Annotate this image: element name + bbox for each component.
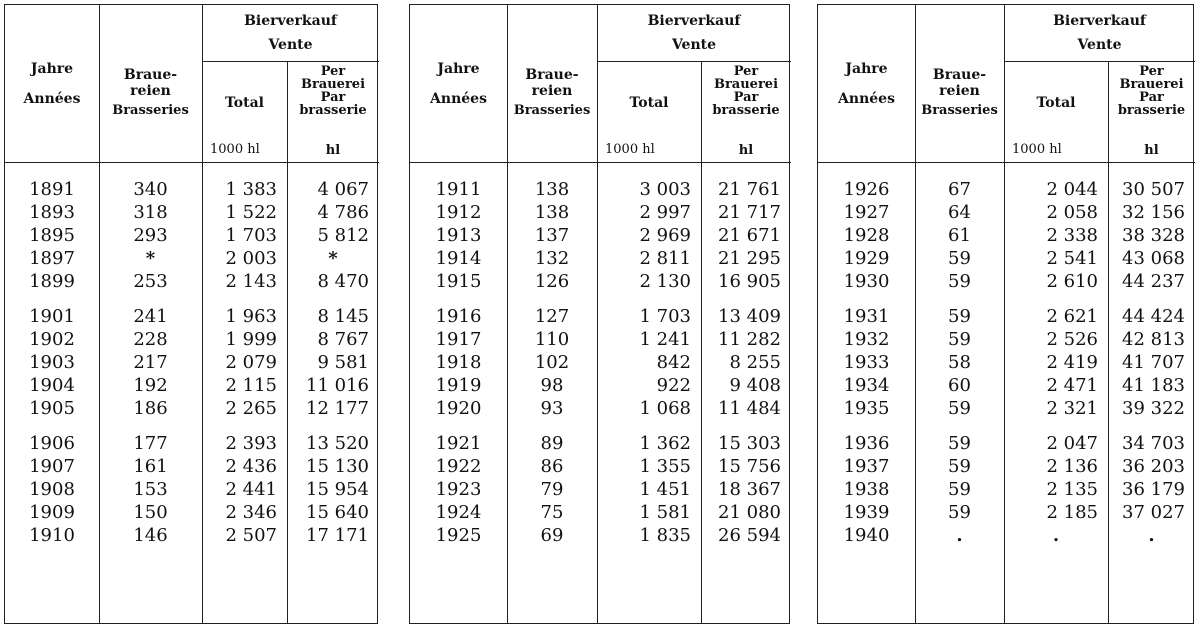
per-brewery-cell: 8 255	[729, 351, 781, 373]
year-cell: 1912	[435, 201, 482, 223]
breweries-cell: 59	[948, 433, 971, 454]
year-cell: 1937	[843, 455, 890, 477]
header-year-de: Jahre	[437, 61, 480, 77]
breweries-cell: 150	[133, 501, 168, 523]
breweries-cell: 138	[534, 179, 570, 200]
total-cell: 1 522	[225, 201, 277, 223]
year-cell: 1924	[435, 501, 482, 523]
per-brewery-cell: 32 156	[1122, 201, 1185, 223]
per-brewery-cell: 36 203	[1122, 455, 1185, 477]
header-breweries-fr: Brasseries	[112, 103, 189, 118]
breweries-cell: 59	[948, 455, 971, 477]
breweries-cell: 59	[948, 328, 971, 350]
header-per-brewery-unit: hl	[325, 143, 341, 158]
total-cell: 2 321	[1046, 397, 1098, 419]
header-total-unit: 1000 hl	[210, 142, 260, 157]
per-brewery-cell: 30 507	[1122, 179, 1185, 200]
per-brewery-cell: 38 328	[1122, 224, 1185, 246]
year-cell: 1905	[29, 397, 75, 419]
year-cell: 1907	[29, 455, 75, 477]
year-cell: 1922	[435, 455, 482, 477]
per-brewery-cell: 21 295	[718, 247, 781, 269]
total-cell: 2 346	[225, 501, 277, 523]
per-brewery-cell: 12 177	[306, 397, 369, 419]
per-brewery-cell: 13 520	[306, 433, 369, 454]
per-brewery-cell: 16 905	[718, 270, 781, 292]
per-brewery-cell: 4 067	[317, 179, 369, 200]
year-cell: 1928	[843, 224, 890, 246]
total-cell: 1 362	[639, 433, 691, 454]
header-rule-bottom	[818, 162, 1195, 163]
breweries-cell: 217	[133, 351, 168, 373]
year-cell: 1904	[29, 374, 75, 396]
header-year-de: Jahre	[845, 61, 888, 77]
per-brewery-cell: 21 671	[718, 224, 781, 246]
header-per-brewery: Per Brauerei Par brasserie	[712, 64, 780, 118]
breweries-cell: 110	[534, 328, 570, 350]
year-cell: 1930	[843, 270, 890, 292]
total-cell: .	[1052, 524, 1060, 546]
year-cell: 1938	[843, 478, 890, 500]
per-brewery-cell: 11 282	[718, 328, 781, 350]
total-cell: 2 621	[1046, 306, 1098, 327]
total-cell: 2 003	[225, 247, 277, 269]
total-cell: 2 997	[639, 201, 691, 223]
year-cell: 1895	[29, 224, 75, 246]
breweries-cell: 98	[540, 374, 564, 396]
total-cell: 2 130	[639, 270, 691, 292]
header-year-fr: Années	[23, 91, 81, 107]
breweries-cell: 60	[948, 374, 971, 396]
total-cell: 2 441	[225, 478, 277, 500]
year-cell: 1931	[843, 306, 890, 327]
per-brewery-cell: 15 303	[718, 433, 781, 454]
total-cell: 1 383	[225, 179, 277, 200]
header-year-fr: Années	[430, 91, 487, 107]
header-rule-sales	[1004, 61, 1195, 62]
year-cell: 1932	[843, 328, 890, 350]
total-cell: 1 241	[639, 328, 691, 350]
year-cell: 1911	[435, 179, 482, 200]
breweries-cell: 177	[133, 433, 168, 454]
per-brewery-cell: 15 130	[306, 455, 369, 477]
breweries-cell: 318	[133, 201, 168, 223]
year-cell: 1910	[29, 524, 75, 546]
header-sales-fr: Vente	[1077, 37, 1122, 53]
year-cell: 1908	[29, 478, 75, 500]
total-cell: 1 703	[225, 224, 277, 246]
year-cell: 1917	[435, 328, 482, 350]
total-cell: 2 115	[225, 374, 277, 396]
year-cell: 1919	[435, 374, 482, 396]
year-cell: 1918	[435, 351, 482, 373]
per-brewery-cell: 44 424	[1122, 306, 1185, 327]
year-cell: 1901	[29, 306, 75, 327]
year-cell: 1939	[843, 501, 890, 523]
year-cell: 1891	[29, 179, 75, 200]
per-brewery-cell: 11 484	[718, 397, 781, 419]
total-cell: 2 185	[1046, 501, 1098, 523]
per-brewery-cell: 21 717	[718, 201, 781, 223]
header-rule-sales	[597, 61, 791, 62]
year-cell: 1926	[843, 179, 890, 200]
total-cell: 1 581	[639, 501, 691, 523]
header-total: Total	[1036, 95, 1076, 111]
per-brewery-cell: 5 812	[317, 224, 369, 246]
year-cell: 1902	[29, 328, 75, 350]
breweries-cell: 59	[948, 478, 971, 500]
total-cell: 1 963	[225, 306, 277, 327]
per-brewery-cell: 26 594	[718, 524, 781, 546]
per-brewery-cell: 36 179	[1122, 478, 1185, 500]
breweries-cell: 89	[540, 433, 564, 454]
total-cell: 2 393	[225, 433, 277, 454]
year-cell: 1935	[843, 397, 890, 419]
total-cell: 2 135	[1046, 478, 1098, 500]
header-rule-bottom	[410, 162, 791, 163]
per-brewery-cell: 21 761	[718, 179, 781, 200]
per-brewery-cell: 44 237	[1122, 270, 1185, 292]
breweries-cell: 138	[534, 201, 570, 223]
year-cell: 1914	[435, 247, 482, 269]
header-sales-fr: Vente	[671, 37, 717, 53]
total-cell: 2 541	[1046, 247, 1098, 269]
per-brewery-cell: .	[1148, 524, 1155, 546]
total-cell: 2 526	[1046, 328, 1098, 350]
breweries-cell: 67	[948, 179, 971, 200]
year-cell: 1899	[29, 270, 75, 292]
total-cell: 2 338	[1046, 224, 1098, 246]
per-brewery-cell: 43 068	[1122, 247, 1185, 269]
header-per-brewery: Per Brauerei Par brasserie	[1117, 64, 1186, 118]
breweries-cell: 58	[948, 351, 971, 373]
total-cell: 2 047	[1046, 433, 1098, 454]
year-cell: 1925	[435, 524, 482, 546]
per-brewery-cell: 11 016	[306, 374, 369, 396]
header-rule-bottom	[5, 162, 379, 163]
breweries-cell: 69	[540, 524, 564, 546]
total-cell: 1 835	[639, 524, 691, 546]
year-cell: 1909	[29, 501, 75, 523]
per-brewery-cell: 15 756	[718, 455, 781, 477]
header-sales-de: Bierverkauf	[244, 13, 337, 29]
header-breweries-de: Braue- reien	[123, 67, 178, 99]
per-brewery-cell: 21 080	[718, 501, 781, 523]
year-cell: 1916	[435, 306, 482, 327]
breweries-cell: 127	[534, 306, 570, 327]
total-cell: 2 471	[1046, 374, 1098, 396]
total-cell: 2 610	[1046, 270, 1098, 292]
year-cell: 1906	[29, 433, 75, 454]
breweries-cell: 340	[133, 179, 168, 200]
header-rule-sales	[202, 61, 379, 62]
per-brewery-cell: 13 409	[718, 306, 781, 327]
total-cell: 2 811	[639, 247, 691, 269]
breweries-cell: 102	[534, 351, 570, 373]
header-breweries-fr: Brasseries	[921, 103, 998, 118]
breweries-cell: 137	[534, 224, 570, 246]
breweries-cell: .	[956, 524, 963, 546]
total-cell: 1 703	[639, 306, 691, 327]
per-brewery-cell: 18 367	[718, 478, 781, 500]
total-cell: 2 969	[639, 224, 691, 246]
header-year-fr: Années	[838, 91, 895, 107]
header-breweries-de: Braue- reien	[932, 67, 987, 99]
per-brewery-cell: 37 027	[1122, 501, 1185, 523]
breweries-cell: 293	[133, 224, 168, 246]
per-brewery-cell: 41 183	[1122, 374, 1185, 396]
breweries-cell: 132	[534, 247, 570, 269]
header-total: Total	[629, 95, 669, 111]
year-cell: 1897	[29, 247, 75, 269]
breweries-cell: 186	[133, 397, 168, 419]
total-cell: 2 419	[1046, 351, 1098, 373]
per-brewery-cell: 8 470	[317, 270, 369, 292]
header-per-brewery: Per Brauerei Par brasserie	[299, 64, 367, 118]
total-cell: 2 044	[1046, 179, 1098, 200]
year-cell: 1927	[843, 201, 890, 223]
per-brewery-cell: *	[328, 247, 338, 269]
breweries-cell: 59	[948, 270, 971, 292]
per-brewery-cell: 15 954	[306, 478, 369, 500]
total-cell: 2 143	[225, 270, 277, 292]
breweries-cell: 192	[133, 374, 168, 396]
breweries-cell: 153	[133, 478, 168, 500]
header-total: Total	[224, 95, 264, 111]
per-brewery-cell: 42 813	[1122, 328, 1185, 350]
year-cell: 1933	[843, 351, 890, 373]
total-cell: 2 507	[225, 524, 277, 546]
header-total-unit: 1000 hl	[605, 142, 655, 157]
total-cell: 842	[656, 351, 691, 373]
total-cell: 3 003	[639, 179, 691, 200]
breweries-cell: 64	[948, 201, 971, 223]
total-cell: 2 265	[225, 397, 277, 419]
year-cell: 1920	[435, 397, 482, 419]
year-cell: 1915	[435, 270, 482, 292]
per-brewery-cell: 41 707	[1122, 351, 1185, 373]
per-brewery-cell: 17 171	[306, 524, 369, 546]
breweries-cell: *	[145, 247, 156, 269]
per-brewery-cell: 8 145	[317, 306, 369, 327]
breweries-cell: 59	[948, 501, 971, 523]
per-brewery-cell: 9 581	[317, 351, 369, 373]
year-cell: 1934	[843, 374, 890, 396]
year-cell: 1893	[29, 201, 75, 223]
per-brewery-cell: 39 322	[1122, 397, 1185, 419]
breweries-cell: 79	[540, 478, 564, 500]
header-breweries-fr: Brasseries	[513, 103, 591, 118]
total-cell: 1 355	[639, 455, 691, 477]
header-year-de: Jahre	[30, 61, 74, 77]
year-cell: 1913	[435, 224, 482, 246]
breweries-cell: 161	[133, 455, 168, 477]
breweries-cell: 146	[133, 524, 168, 546]
per-brewery-cell: 9 408	[729, 374, 781, 396]
total-cell: 2 079	[225, 351, 277, 373]
year-cell: 1929	[843, 247, 890, 269]
header-total-unit: 1000 hl	[1012, 142, 1062, 157]
total-cell: 2 436	[225, 455, 277, 477]
year-cell: 1940	[843, 524, 890, 546]
breweries-cell: 228	[133, 328, 168, 350]
total-cell: 2 058	[1046, 201, 1098, 223]
header-sales-de: Bierverkauf	[647, 13, 741, 29]
table-panel	[817, 4, 1194, 624]
year-cell: 1921	[435, 433, 482, 454]
breweries-cell: 86	[540, 455, 564, 477]
header-sales-de: Bierverkauf	[1053, 13, 1146, 29]
breweries-cell: 59	[948, 306, 971, 327]
total-cell: 2 136	[1046, 455, 1098, 477]
breweries-cell: 126	[534, 270, 570, 292]
table-panel	[4, 4, 378, 624]
breweries-cell: 253	[133, 270, 168, 292]
breweries-cell: 59	[948, 397, 971, 419]
header-sales-fr: Vente	[268, 37, 313, 53]
total-cell: 1 068	[639, 397, 691, 419]
per-brewery-cell: 34 703	[1122, 433, 1185, 454]
year-cell: 1903	[29, 351, 75, 373]
breweries-cell: 59	[948, 247, 971, 269]
per-brewery-cell: 15 640	[306, 501, 369, 523]
per-brewery-cell: 4 786	[317, 201, 369, 223]
breweries-cell: 241	[133, 306, 168, 327]
total-cell: 1 451	[639, 478, 691, 500]
header-per-brewery-unit: hl	[738, 143, 754, 158]
header-per-brewery-unit: hl	[1144, 143, 1159, 158]
table-panel	[409, 4, 790, 624]
year-cell: 1923	[435, 478, 482, 500]
total-cell: 1 999	[225, 328, 277, 350]
per-brewery-cell: 8 767	[317, 328, 369, 350]
year-cell: 1936	[843, 433, 890, 454]
total-cell: 922	[656, 374, 691, 396]
header-breweries-de: Braue- reien	[525, 67, 579, 99]
breweries-cell: 61	[948, 224, 971, 246]
breweries-cell: 75	[540, 501, 564, 523]
breweries-cell: 93	[540, 397, 564, 419]
